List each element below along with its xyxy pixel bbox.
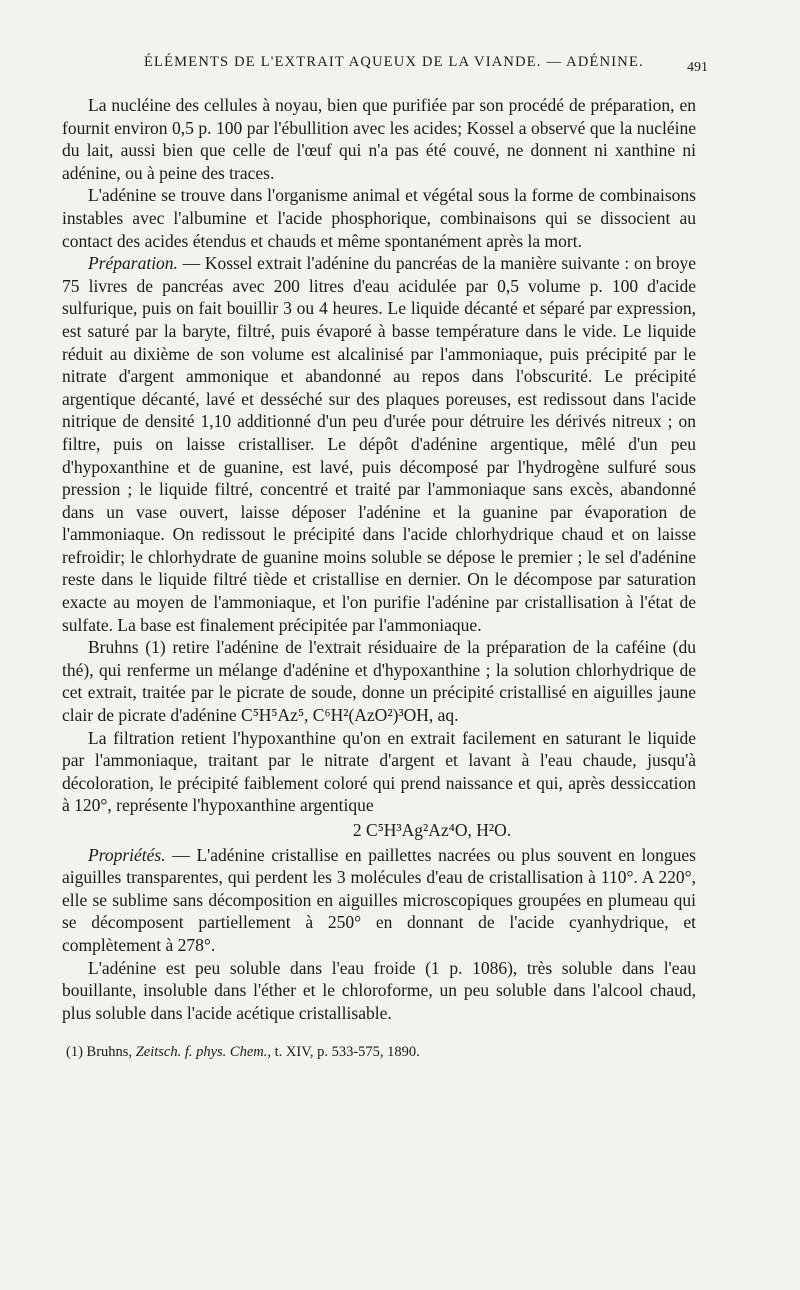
properties-text: — L'adénine cristallise en paillettes nacrées ou plus souvent en longues aiguilles transparentes, qui perdent les 3 molécules d'eau de cristallisation à 110°. A 220°, elle se sublime sans décomposition en aiguilles microscopiques groupées en plumeau qui se décomposent partiellement à 250° en donnant de l'acide cyanhydrique, et complètement à 278°. — [62, 844, 696, 955]
preparation-heading: Préparation. — [88, 253, 178, 274]
body-text — [62, 94, 696, 1024]
paragraph-properties — [62, 844, 696, 957]
paragraph-filtration: La filtration retient l'hypoxanthine qu'on en extrait facilement en saturant le liquide par l'ammoniaque, traitant par le nitrate d'argent et lavant à l'eau chaude, jusqu'à décoloration, le précipité faiblement coloré qui prend naissance et qui, après dessiccation à 120°, représente l'hypoxanthine argentique — [62, 727, 696, 816]
paragraph-nuclein: La nucléine des cellules à noyau, bien que purifiée par son procédé de préparation, en fournit environ 0,5 p. 100 par l'ébullition avec les acides; Kossel a observé que la nucléine du lait, aussi bien que celle de l'œuf qui n'a pas été couvé, ne donnent ni xanthine ni adénine, ou à peine des traces. — [62, 95, 696, 183]
footnote-reference: , t. XIV, p. 533-575, 1890. — [267, 1044, 420, 1061]
paragraph-occurrence: L'adénine se trouve dans l'organisme animal et végétal sous la forme de combinaisons instables avec l'albumine et l'acide phosphorique, combinaisons qui se dissocient au contact des acides étendus et chauds et même spontanément après la mort. — [62, 185, 696, 251]
footnote-journal: Zeitsch. f. phys. Chem. — [135, 1044, 268, 1061]
paragraph-preparation — [62, 252, 696, 636]
footnote — [62, 1042, 696, 1062]
paragraph-solubility: L'adénine est peu soluble dans l'eau froide (1 p. 1086), très soluble dans l'eau bouillante, insoluble dans l'éther et le chloroforme, un peu soluble dans l'alcool chaud, plus soluble dans l'acide acétique cristallisable. — [62, 957, 696, 1023]
footnote-marker: (1) Bruhns, — [66, 1044, 136, 1061]
running-title: ÉLÉMENTS DE L'EXTRAIT AQUEUX DE LA VIANDE. — ADÉNINE. — [144, 54, 644, 70]
page-number: 491 — [687, 60, 708, 75]
preparation-text: — Kossel extrait l'adénine du pancréas de la manière suivante : on broye 75 livres de pancréas avec 200 litres d'eau acidulée par 0,5 volume p. 100 d'acide sulfurique, puis on fait bouillir 3 ou 4 heures. Le liquide décanté et séparé par expression, est saturé par la baryte, filtré, puis évaporé à basse température dans le vide. Le liquide réduit au dixième de son volume est alcalinisé par l'ammoniaque, puis précipité par le nitrate d'argent ammonique et abandonné au repos dans l'obscurité. Le précipité argentique décanté, lavé et desséché sur des plaques poreuses, est redissout dans l'acide nitrique de densité 1,10 additionné d'un peu d'urée pour détruire les dérivés nitreux ; on filtre, puis on laisse cristalliser. Le dépôt d'adénine argentique, mêlé d'un peu d'hypoxanthine et de guanine, est lavé, puis décomposé par l'hydrogène sulfuré sous pression ; le liquide filtré, concentré et traité par l'ammoniaque sans excès, abandonné dans un vase ouvert, laisse déposer l'adénine et la guanine par évaporation de l'ammoniaque. On redissout le précipité dans l'acide chlorhydrique chaud et on laisse refroidir; le chlorhydrate de guanine moins soluble se dépose le premier ; le sel d'adénine reste dans le liquide filtré tiède et cristallise en dernier. On le décompose par saturation exacte au moyen de l'ammoniaque, et l'on purifie l'adénine par cristallisation à l'état de sulfate. La base est finalement précipitée par l'ammoniaque. — [62, 253, 696, 635]
properties-heading: Propriétés. — [88, 844, 166, 865]
running-header — [62, 54, 708, 94]
paragraph-bruhns: Bruhns (1) retire l'adénine de l'extrait résiduaire de la préparation de la caféine (du thé), qui renferme un mélange d'adénine et d'hypoxanthine ; la solution chlorhydrique de cet extrait, traitée par le picrate de soude, donne un précipité cristallisé en aiguilles jaune clair de picrate d'adénine C⁵H⁵Az⁵, C⁶H²(AzO²)³OH, aq. — [62, 637, 696, 726]
chemical-formula: 2 C⁵H³Ag²Az⁴O, H²O. — [352, 820, 512, 840]
